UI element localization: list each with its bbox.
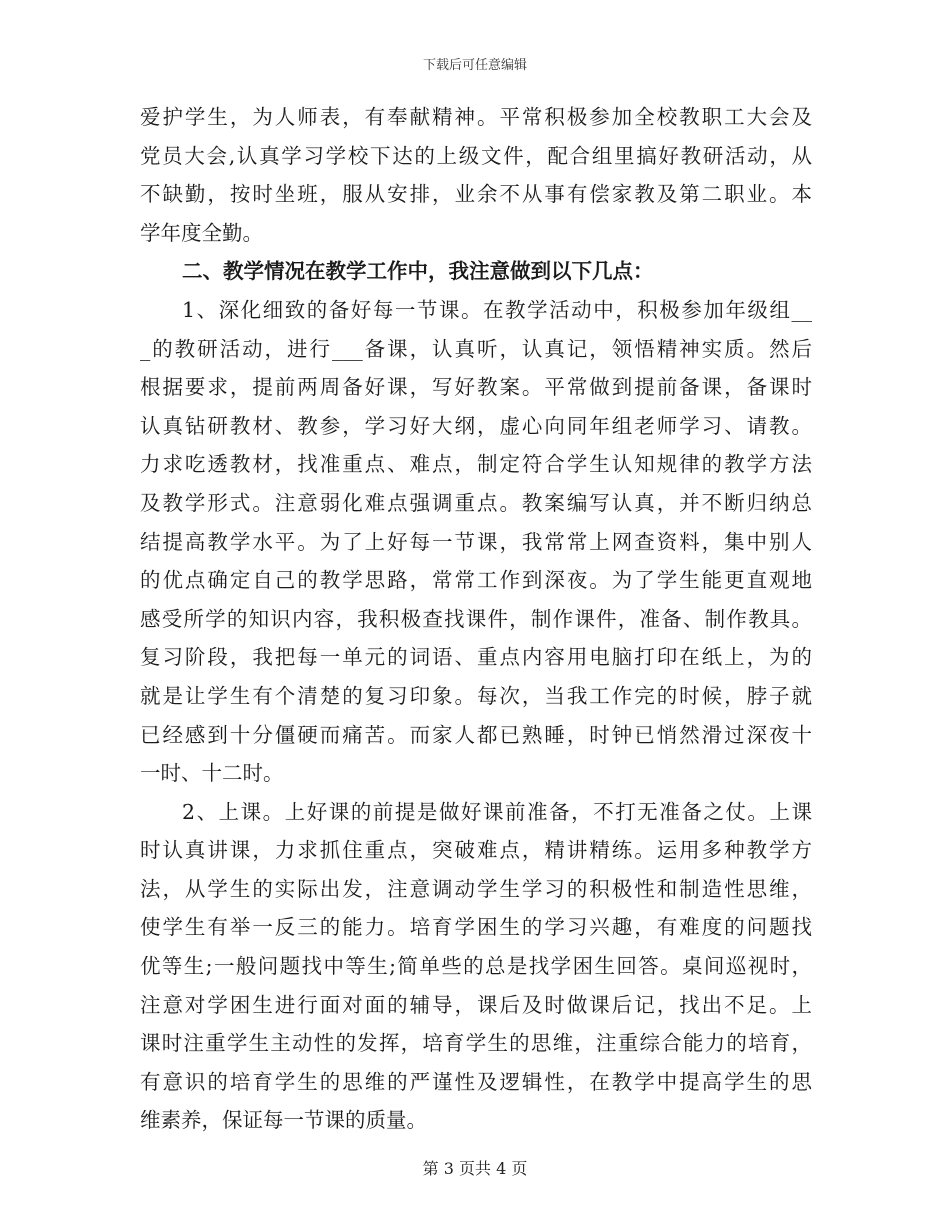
section-heading [140,252,812,291]
text-line: 一时、十二时。 [140,761,284,786]
text-line: 已经感到十分僵硬而痛苦。而家人都已熟睡，时钟已悄然滑过深夜十 [140,722,812,747]
text-line: 时认真讲课，力求抓住重点，突破难点，精讲精练。运用多种教学方 [140,838,812,863]
text-line: 复习阶段，我把每一单元的词语、重点内容用电脑打印在纸上，为的 [140,645,812,670]
text-line: 学年度全勤。 [140,220,263,245]
text-line: 及教学形式。注意弱化难点强调重点。教案编写认真，并不断归纳总 [140,490,812,515]
text-line: _的教研活动，进行___备课，认真听，认真记，领悟精神实质。然后 [140,336,812,361]
text-line: 维素养，保证每一节课的质量。 [140,1108,427,1133]
document-body [140,98,812,1140]
text-line: 爱护学生，为人师表，有奉献精神。平常积极参加全校教职工大会及 [140,105,812,129]
page-header-note: 下载后可任意编辑 [422,58,527,73]
text-line: 1、深化细致的备好每一节课。在教学活动中，积极参加年级组__ [182,297,812,322]
text-line: 2、上课。上好课的前提是做好课前准备，不打无准备之仗。上课 [182,799,812,824]
text-line: 认真钻研教材、教参，学习好大纲，虚心向同年组老师学习、请教。 [140,413,812,438]
text-line: 党员大会,认真学习学校下达的上级文件，配合组里搞好教研活动，从 [140,143,812,168]
text-line: 法，从学生的实际出发，注意调动学生学习的积极性和制造性思维， [140,876,812,901]
paragraph-continuation [140,98,812,252]
text-line: 感受所学的知识内容，我积极查找课件，制作课件，准备、制作教具。 [140,606,812,631]
text-line: 注意对学困生进行面对面的辅导，课后及时做课后记，找出不足。上 [140,992,812,1017]
text-line: 的优点确定自己的教学思路，常常工作到深夜。为了学生能更直观地 [140,568,812,593]
text-line: 有意识的培育学生的思维的严谨性及逻辑性，在教学中提高学生的思 [140,1069,812,1094]
text-line: 力求吃透教材，找准重点、难点，制定符合学生认知规律的教学方法 [140,452,812,477]
text-line: 使学生有举一反三的能力。培育学困生的学习兴趣，有难度的问题找 [140,915,812,940]
text-line: 优等生;一般问题找中等生;简单些的总是找学困生回答。桌间巡视时， [140,954,812,979]
text-line: 课时注重学生主动性的发挥，培育学生的思维，注重综合能力的培育， [140,1031,812,1056]
paragraph-class-teaching [140,793,812,1140]
text-line: 根据要求，提前两周备好课，写好教案。平常做到提前备课，备课时 [140,375,812,400]
text-line: 结提高教学水平。为了上好每一节课，我常常上网查资料，集中别人 [140,529,812,554]
text-line: 不缺勤，按时坐班，服从安排，业余不从事有偿家教及第二职业。本 [140,182,812,207]
paragraph-lesson-prep [140,291,812,793]
page-number-footer: 第 3 页共 4 页 [422,1159,528,1178]
heading-text: 二、教学情况在教学工作中，我注意做到以下几点： [182,259,654,284]
text-line: 就是让学生有个清楚的复习印象。每次，当我工作完的时候，脖子就 [140,683,812,708]
